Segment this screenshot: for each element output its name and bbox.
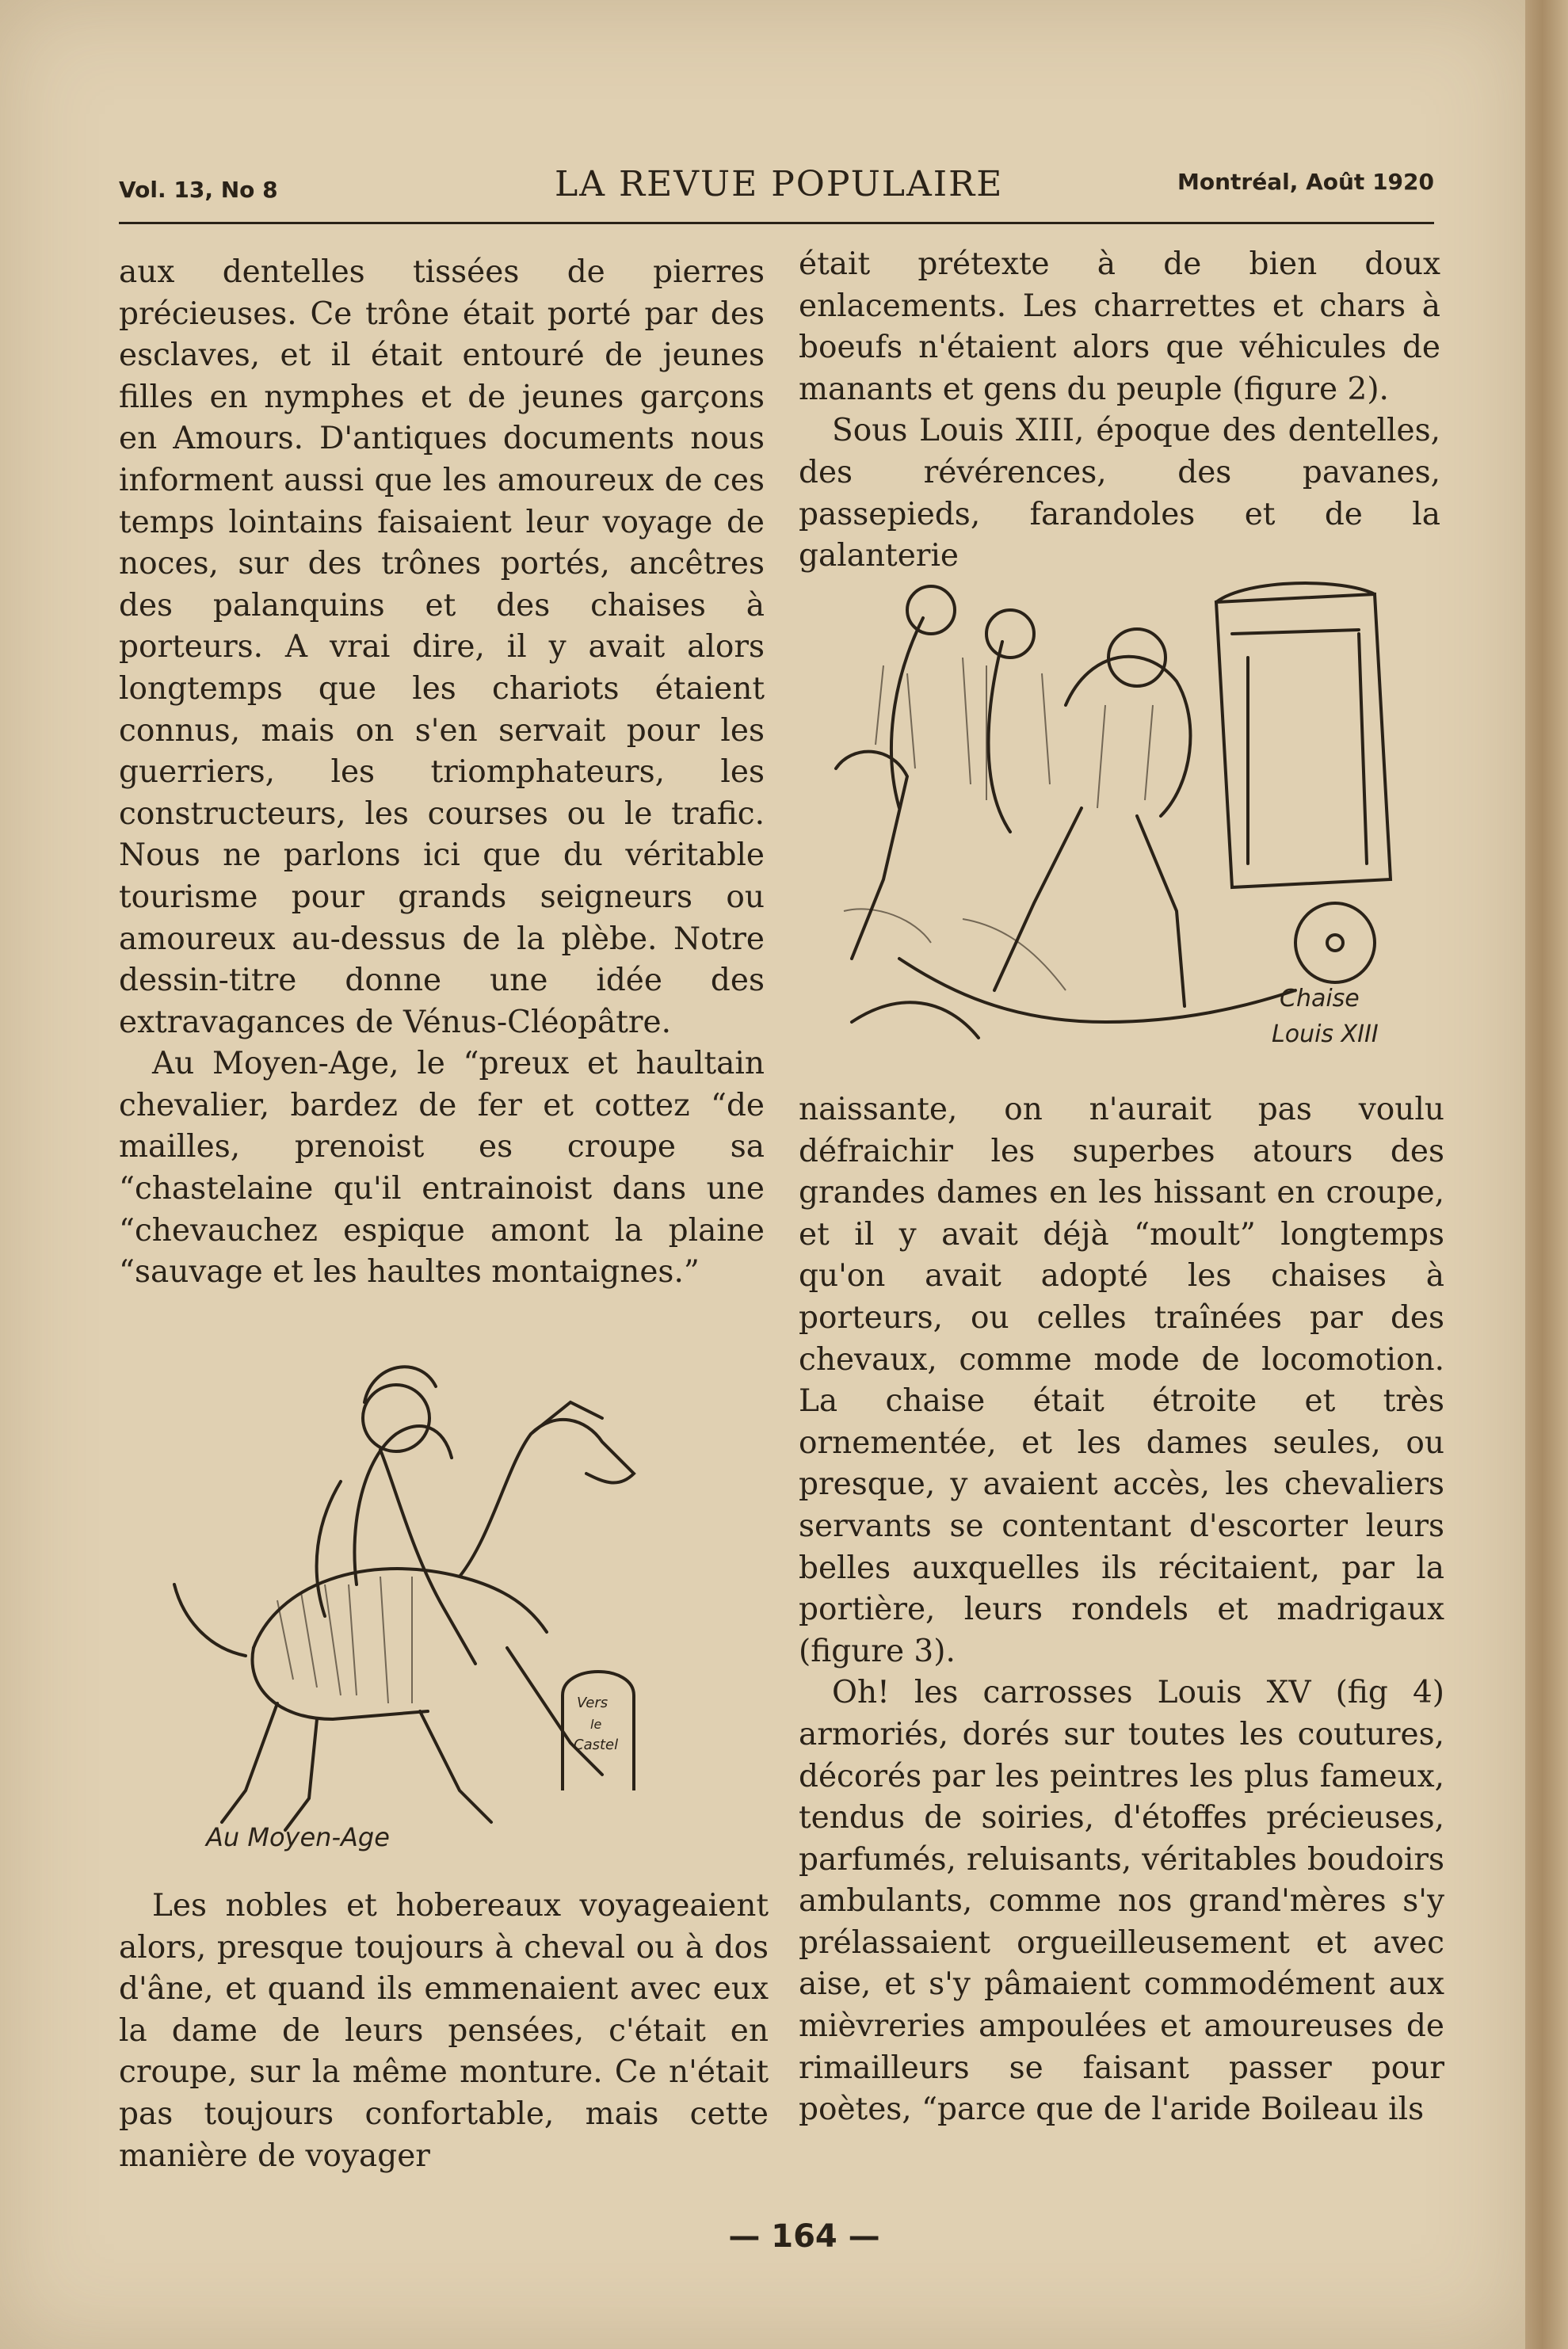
- header-rule: [119, 222, 1434, 224]
- paragraph: était prétexte à de bien doux enlacements. Les charrettes et chars à boeufs n'étaient alors que véhicules de manants et gens du peuple (figure 2).: [799, 246, 1440, 407]
- left-column-bottom: [119, 1886, 769, 2177]
- illustration-moyen-age: [158, 1347, 713, 1870]
- illustration-chaise-louis-xiii: [804, 547, 1422, 1062]
- volume-number: Vol. 13, No 8: [119, 177, 278, 203]
- paragraph: Oh! les carrosses Louis XV (fig 4) armoriés, dorés sur toutes les coutures, décorés par les peintres les plus fameux, tendus de soiries, d'étoffes précieuses, parfumés, reluisants, véritables boudoirs ambulants, comme nos grand'mères s'y prélassaient orgueilleusement et avec aise, et s'y pâmaient commodément aux mièvreries ampoulées et amoureuses de rimailleurs se faisant passer pour poètes, “parce que de l'aride Boileau ils: [799, 1675, 1444, 2128]
- knight-horse-drawing: [158, 1347, 713, 1870]
- figure-caption-line-1: Chaise: [1280, 985, 1360, 1012]
- sedan-chair-drawing: [804, 547, 1422, 1062]
- paragraph: Sous Louis XIII, époque des dentelles, des révérences, des pavanes, passepieds, farandoles et de la galanterie: [799, 413, 1440, 574]
- paragraph: Les nobles et hobereaux voyageaient alors, presque toujours à cheval ou à dos d'âne, et quand ils emmenaient avec eux la dame de leurs pensées, c'était en croupe, sur la même monture. Ce n'était pas toujours confortable, mais cette manière de voyager: [119, 1888, 769, 2174]
- running-header: [119, 162, 1434, 218]
- page-number: — 164 —: [728, 2218, 880, 2255]
- signpost-line-2: le: [590, 1717, 602, 1732]
- figure-caption: Au Moyen-Age: [206, 1822, 390, 1852]
- paragraph: aux dentelles tissées de pierres précieuses. Ce trône était porté par des esclaves, et il était entouré de jeunes filles en nymphes et de jeunes garçons en Amours. D'antiques documents nous informent aussi que les amoureux de ces temps lointains faisaient leur voyage de noces, sur des trônes portés, ancêtres des palanquins et des chaises à porteurs. A vrai dire, il y avait alors longtemps que les chariots étaient connus, mais on s'en servait pour les guerriers, les triomphateurs, les constructeurs, les courses ou le trafic. Nous ne parlons ici que du véritable tourisme pour grands seigneurs ou amoureux au-dessus de la plèbe. Notre dessin-titre donne une idée des extravagances de Vénus-Cléopâtre.: [119, 254, 765, 1040]
- right-column-bottom: [799, 1089, 1444, 2131]
- signpost-line-3: Castel: [574, 1737, 619, 1753]
- paragraph: naissante, on n'aurait pas voulu défraichir les superbes atours des grandes dames en les hissant en croupe, et il y avait déjà “moult” longtemps qu'on avait adopté les chaises à porteurs, ou celles traînées par des chevaux, comme mode de locomotion. La chaise était étroite et très ornementée, et les dames seules, ou presque, y avaient accès, les chevaliers servants se contentant d'escorter leurs belles auxquelles ils récitaient, par la portière, leurs rondels et madrigaux (figure 3).: [799, 1092, 1444, 1669]
- page-edge: [1525, 0, 1568, 2349]
- right-column-top: [799, 244, 1440, 578]
- paragraph: Au Moyen-Age, le “preux et haultain chevalier, bardez de fer et cottez “de mailles, prenoist es croupe sa “chastelaine qu'il entrainoist dans une “chevauchez espique amont la plaine “sauvage et les haultes montaignes.”: [119, 1046, 765, 1291]
- left-column-top: [119, 252, 765, 1294]
- signpost-line-1: Vers: [577, 1695, 609, 1711]
- journal-title: LA REVUE POPULAIRE: [555, 164, 1004, 204]
- place-date: Montréal, Août 1920: [1177, 169, 1434, 195]
- figure-caption-line-2: Louis XIII: [1272, 1020, 1379, 1048]
